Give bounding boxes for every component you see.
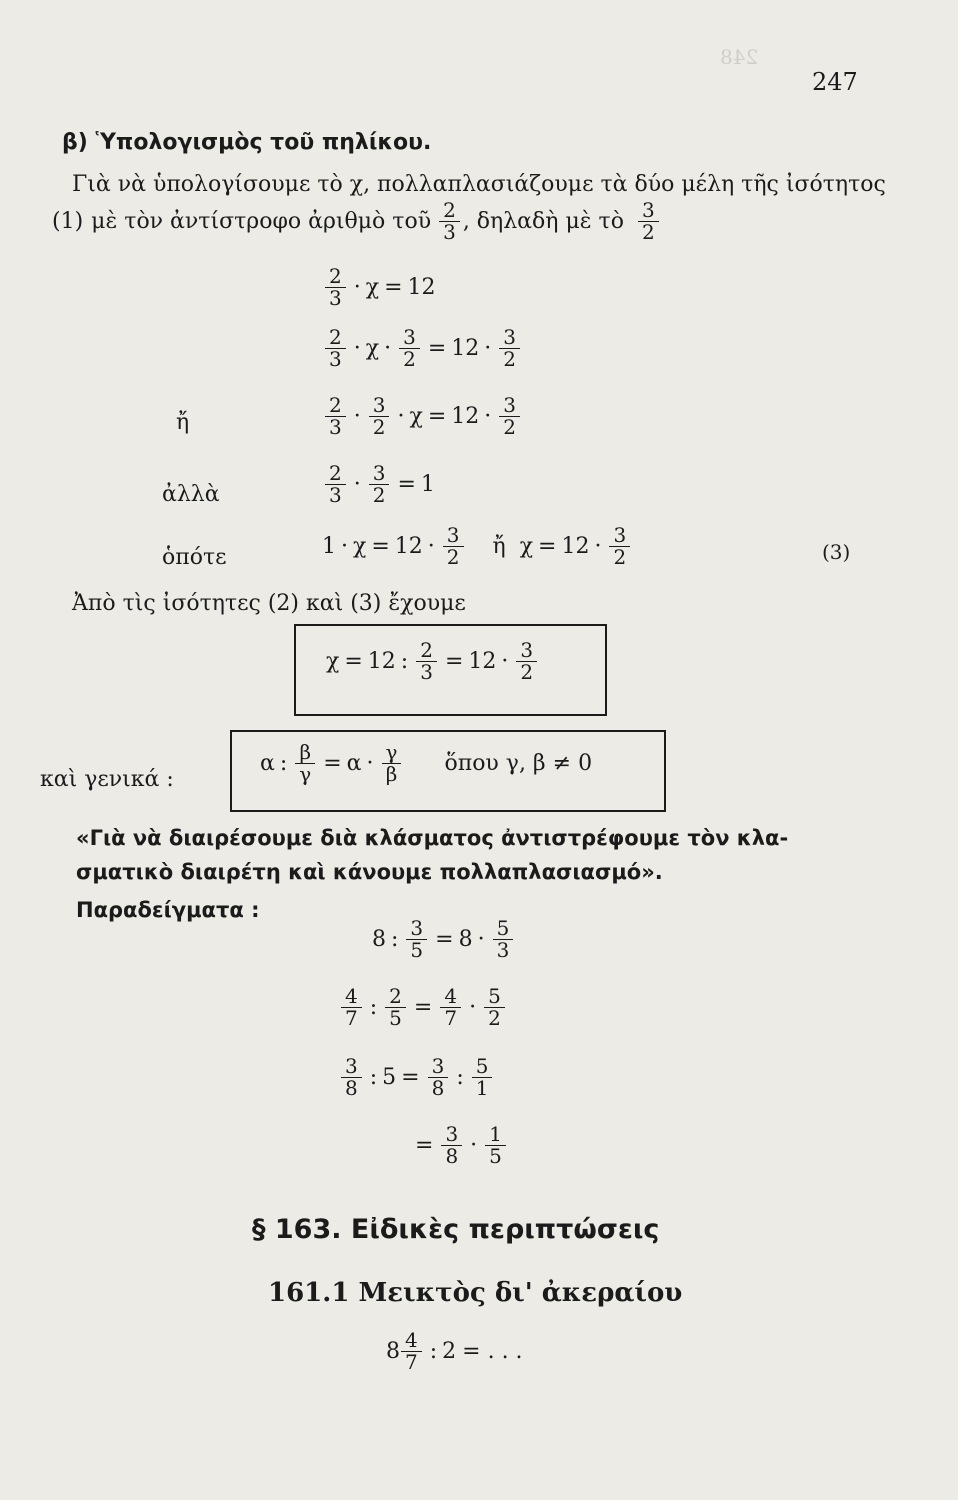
intro-line-2: (1) μὲ τὸν ἀντίστροφο ἀριθμὸ τοῦ $\frac{2}{3}$ , δηλαδὴ μὲ τὸ $\frac{3}{2}$ — [52, 200, 662, 243]
word-but: ἀλλὰ — [162, 482, 220, 507]
equation-3: $\frac{2}{3}$ · $\frac{3}{2}$ · χ = 12 · $\frac{3}{2}$ — [322, 395, 523, 438]
general-equation: α : $\frac{\beta}{\gamma}$ = α · $\frac{\gamma}{\beta}$ ὅπου γ, β ≠ 0 — [260, 740, 593, 786]
equation-ref-3: (3) — [822, 540, 851, 564]
show-through-text: 248 — [720, 45, 759, 69]
section-b-title: β) Ὑπολογισμὸς τοῦ πηλίκου. — [62, 130, 432, 155]
rule-line-2: σματικὸ διαιρέτη καὶ κάνουμε πολλαπλασιασμό». — [76, 860, 663, 884]
mixed-number-example: 8 $\frac{4}{7}$ : 2 = . . . — [386, 1328, 523, 1374]
rule-line-1: «Γιὰ νὰ διαιρέσουμε διὰ κλάσματος ἀντιστρέφουμε τὸν κλα- — [76, 826, 789, 850]
boxed-equation: χ = 12 : $\frac{2}{3}$ = 12 · $\frac{3}{2}$ — [326, 640, 540, 683]
from-equalities: Ἀπὸ τὶς ἰσότητες (2) καὶ (3) ἔχουμε — [72, 591, 466, 616]
word-or: ἤ — [176, 410, 190, 435]
in-general-label: καὶ γενικά : — [40, 767, 174, 792]
example-1: 8 : $\frac{3}{5}$ = 8 · $\frac{5}{3}$ — [372, 918, 516, 961]
equation-2: $\frac{2}{3}$ · χ · $\frac{3}{2}$ = 12 · $\frac{3}{2}$ — [322, 327, 523, 370]
word-so: ὁπότε — [162, 545, 227, 570]
equation-4: $\frac{2}{3}$ · $\frac{3}{2}$ = 1 — [322, 463, 435, 506]
equation-1: $\frac{2}{3}$ · χ = 12 — [322, 266, 436, 309]
page-number: 247 — [812, 68, 858, 96]
section-163-title: § 163. Εἰδικὲς περιπτώσεις — [252, 1214, 660, 1245]
example-3-result: = $\frac{3}{8}$ · $\frac{1}{5}$ — [410, 1124, 509, 1167]
intro-line: Γιὰ νὰ ὑπολογίσουμε τὸ χ, πολλαπλασιάζουμε τὰ δύο μέλη τῆς ἰσότητος — [72, 172, 886, 197]
subsection-title: 161.1 Μεικτὸς δι' ἀκεραίου — [268, 1278, 683, 1308]
examples-title: Παραδείγματα : — [76, 898, 260, 922]
equation-5: 1 · χ = 12 · $\frac{3}{2}$ ἤ χ = 12 · $\frac{3}{2}$ — [322, 525, 633, 568]
example-2: $\frac{4}{7}$ : $\frac{2}{5}$ = $\frac{4}{7}$ · $\frac{5}{2}$ — [338, 986, 508, 1029]
example-3: $\frac{3}{8}$ : 5 = $\frac{3}{8}$ : $\frac{5}{1}$ — [338, 1056, 495, 1099]
